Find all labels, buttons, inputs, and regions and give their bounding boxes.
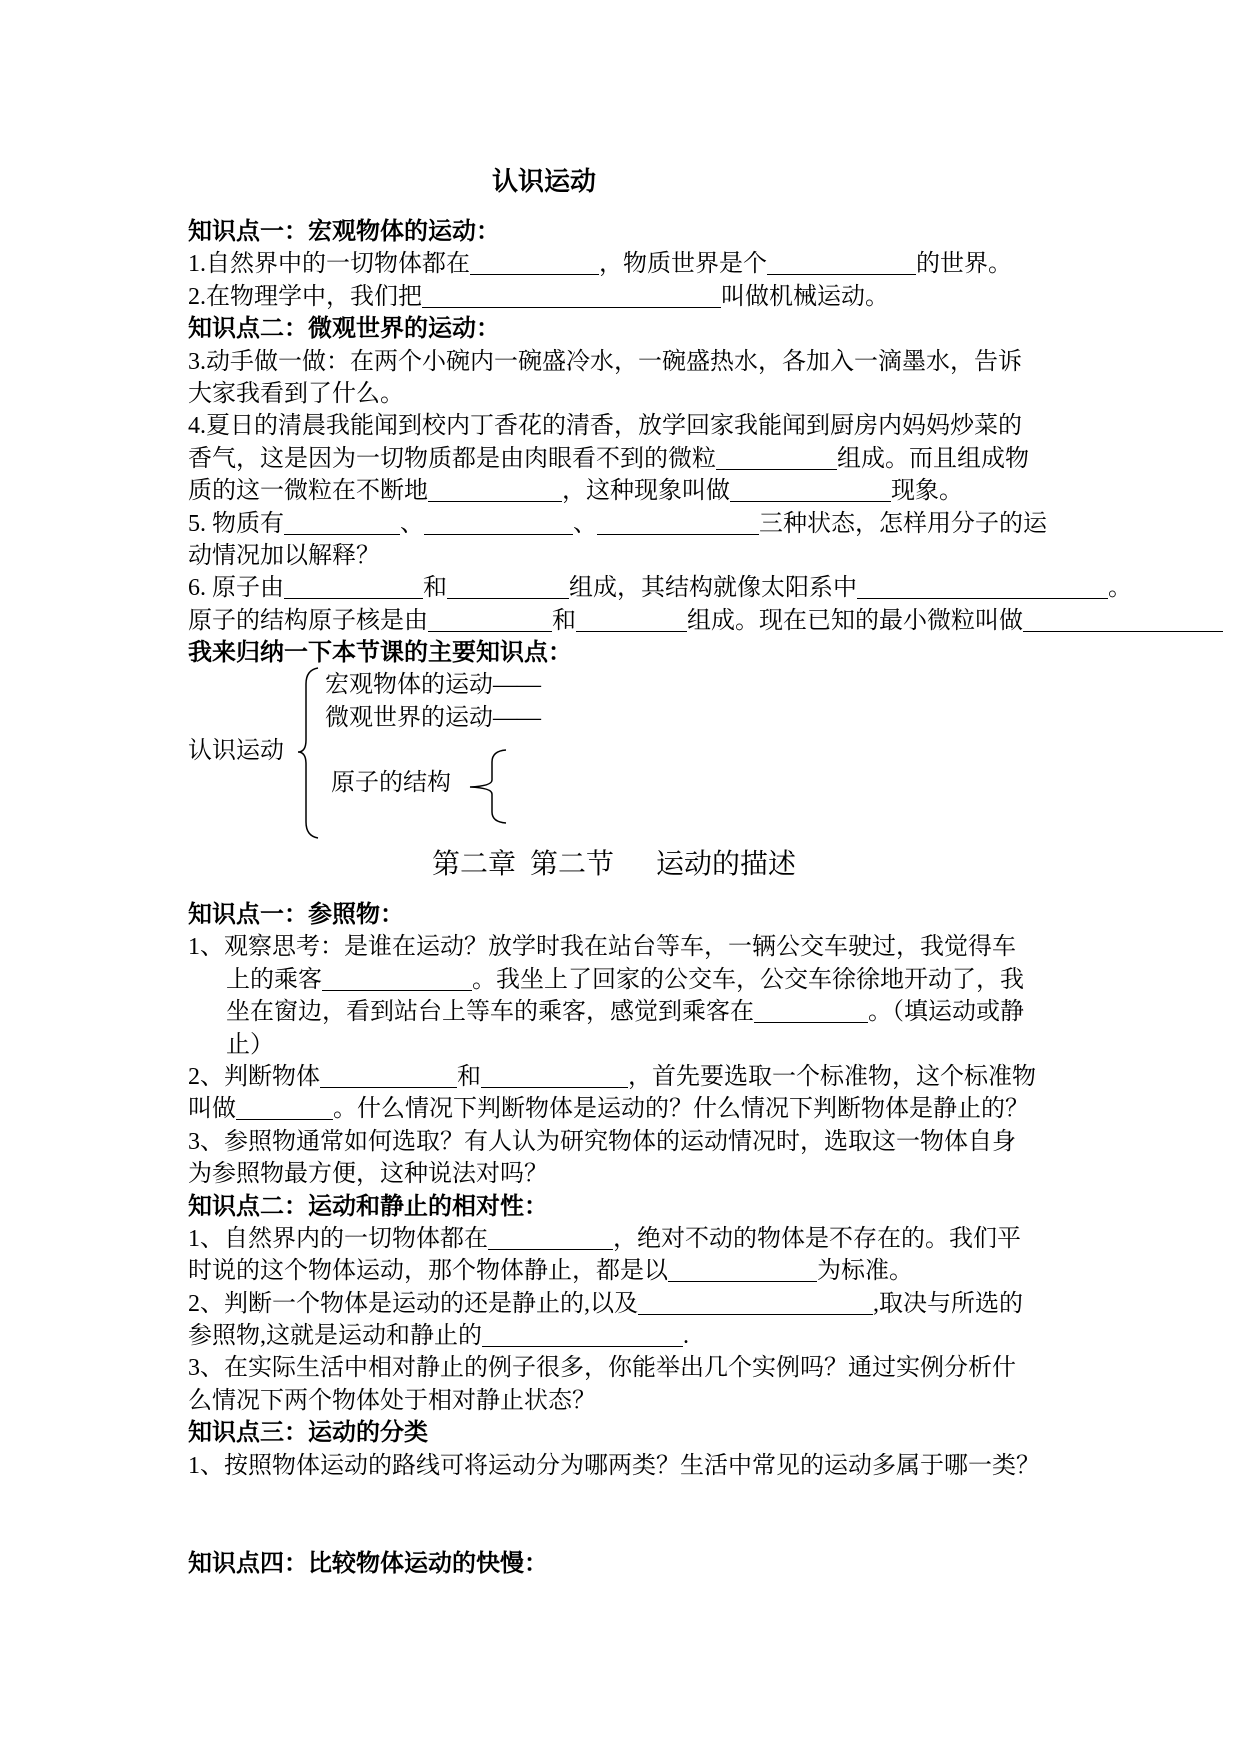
- fill-in-blank[interactable]: [576, 607, 687, 632]
- section-describing-motion: [188, 899, 1040, 1482]
- tree-sub-root: 原子的结构: [331, 770, 451, 796]
- fill-in-blank[interactable]: [482, 1322, 683, 1347]
- line-text: 。（填运动或静: [868, 999, 1024, 1026]
- line-text: 和: [552, 607, 576, 634]
- line-text: 1、自然界内的一切物体都在: [188, 1225, 488, 1252]
- line-text: ，物质世界是个: [599, 251, 767, 278]
- line-text: 组成。而且组成物: [837, 445, 1029, 472]
- question-line: [188, 540, 1223, 572]
- question-line: [188, 1288, 1040, 1320]
- line-text: 的世界。: [916, 251, 1012, 278]
- fill-in-blank[interactable]: [754, 998, 868, 1023]
- question-line: [188, 346, 1223, 378]
- question-line: [188, 378, 1223, 410]
- question-line: [188, 475, 1223, 507]
- line-text: 上的乘客: [226, 966, 322, 993]
- question-line: [188, 281, 1223, 313]
- question-line: [188, 508, 1223, 540]
- line-text: 现象。: [891, 478, 963, 505]
- question-line: [188, 248, 1223, 280]
- section-understanding-motion: [188, 216, 1223, 669]
- line-text: 。什么情况下判断物体是运动的？什么情况下判断物体是静止的？: [333, 1096, 1029, 1123]
- line-text: 、: [400, 510, 424, 537]
- section-heading: [188, 216, 1223, 248]
- question-line: [188, 1126, 1040, 1158]
- fill-in-blank[interactable]: [428, 607, 552, 632]
- line-text: 香气，这是因为一切物质都是由肉眼看不到的微粒: [188, 445, 716, 472]
- line-text: 和: [423, 575, 447, 602]
- section-heading: [188, 899, 1040, 931]
- line-text: 。: [1108, 575, 1132, 602]
- tree-item-micro: 微观世界的运动——: [325, 705, 541, 731]
- section-heading: [188, 1417, 1040, 1449]
- line-text: ，这种现象叫做: [562, 478, 730, 505]
- line-text: 叫做机械运动。: [721, 283, 889, 310]
- line-text: 知识点一：宏观物体的运动：: [188, 219, 500, 245]
- fill-in-blank[interactable]: [424, 510, 573, 535]
- line-text: 我来归纳一下本节课的主要知识点：: [188, 640, 572, 667]
- line-text: 知识点三：运动的分类: [188, 1420, 428, 1447]
- fill-in-blank[interactable]: [284, 510, 400, 535]
- line-text: 2、判断一个物体是运动的还是静止的,以及: [188, 1290, 638, 1317]
- line-text: 5. 物质有: [188, 510, 284, 537]
- question-line: [188, 1385, 1040, 1417]
- line-text: 时说的这个物体运动，那个物体静止，都是以: [188, 1258, 668, 1285]
- section-heading: [188, 637, 1223, 669]
- line-text: 三种状态，怎样用分子的运: [759, 510, 1047, 537]
- question-line: [188, 1352, 1040, 1384]
- fill-in-blank[interactable]: [638, 1290, 873, 1315]
- page-title: 认识运动: [492, 167, 597, 196]
- fill-in-blank[interactable]: [597, 510, 759, 535]
- fill-in-blank[interactable]: [668, 1257, 817, 1282]
- line-text: 1、按照物体运动的路线可将运动分为哪两类？生活中常见的运动多属于哪一类？: [188, 1452, 1040, 1479]
- line-text: 1.自然界中的一切物体都在: [188, 251, 470, 278]
- line-text: 止）: [226, 1031, 274, 1058]
- fill-in-blank[interactable]: [447, 574, 569, 599]
- line-text: 坐在窗边，看到站台上等车的乘客，感觉到乘客在: [226, 999, 754, 1026]
- question-line: [188, 1450, 1040, 1482]
- question-line: [188, 1093, 1040, 1125]
- fill-in-blank[interactable]: [470, 250, 599, 275]
- fill-in-blank[interactable]: [322, 966, 472, 991]
- fill-in-blank[interactable]: [320, 1063, 457, 1088]
- line-text: 、: [573, 510, 597, 537]
- heading-compare-speed: 知识点四：比较物体运动的快慢：: [188, 1551, 548, 1577]
- line-text: 么情况下两个物体处于相对静止状态？: [188, 1387, 596, 1414]
- question-line: [188, 1320, 1040, 1352]
- line-text: ，首先要选取一个标准物，这个标准物: [628, 1063, 1036, 1090]
- line-text: 3、在实际生活中相对静止的例子很多，你能举出几个实例吗？通过实例分析什: [188, 1355, 1016, 1382]
- fill-in-blank[interactable]: [767, 250, 916, 275]
- line-text: 4.夏日的清晨我能闻到校内丁香花的清香，放学回家我能闻到厨房内妈妈炒菜的: [188, 413, 1022, 440]
- question-line: [188, 996, 1040, 1028]
- question-line: [188, 1223, 1040, 1255]
- question-line: [188, 931, 1040, 963]
- question-line: [188, 1158, 1040, 1190]
- fill-in-blank[interactable]: [857, 574, 1108, 599]
- fill-in-blank[interactable]: [236, 1095, 333, 1120]
- line-text: 组成，其结构就像太阳系中: [569, 575, 857, 602]
- fill-in-blank[interactable]: [730, 477, 891, 502]
- line-text: 大家我看到了什么。: [188, 380, 404, 407]
- question-line: [188, 1255, 1040, 1287]
- question-line: [188, 443, 1223, 475]
- line-text: ,取决与所选的: [873, 1290, 1023, 1317]
- section-heading: [188, 1191, 1040, 1223]
- question-line: [188, 1061, 1040, 1093]
- chapter-title: 第二章 第二节 运动的描述: [432, 849, 797, 880]
- line-text: 2、判断物体: [188, 1063, 320, 1090]
- line-text: 动情况加以解释？: [188, 542, 380, 569]
- line-text: 为参照物最方便，这种说法对吗？: [188, 1161, 548, 1188]
- question-line: [188, 1029, 1040, 1061]
- line-text: 知识点二：运动和静止的相对性：: [188, 1193, 548, 1220]
- question-line: [188, 605, 1223, 637]
- fill-in-blank[interactable]: [284, 574, 423, 599]
- line-text: 。我坐上了回家的公交车，公交车徐徐地开动了，我: [472, 966, 1024, 993]
- tree-root: 认识运动: [188, 738, 284, 764]
- line-text: 和: [457, 1063, 481, 1090]
- line-text: 知识点一：参照物：: [188, 902, 404, 928]
- small-brace-icon: [0, 0, 1, 1]
- fill-in-blank[interactable]: [488, 1225, 613, 1250]
- fill-in-blank[interactable]: [716, 445, 837, 470]
- line-text: 3、参照物通常如何选取？有人认为研究物体的运动情况时，选取这一物体自身: [188, 1128, 1016, 1155]
- fill-in-blank[interactable]: [428, 477, 562, 502]
- line-text: .: [683, 1323, 689, 1350]
- line-text: 参照物,这就是运动和静止的: [188, 1323, 482, 1350]
- line-text: 质的这一微粒在不断地: [188, 478, 428, 505]
- line-text: 1、观察思考：是谁在运动？放学时我在站台等车，一辆公交车驶过，我觉得车: [188, 934, 1016, 961]
- tree-item-macro: 宏观物体的运动——: [325, 672, 541, 698]
- line-text: 2.在物理学中，我们把: [188, 283, 422, 310]
- line-text: 知识点二：微观世界的运动：: [188, 316, 500, 343]
- line-text: 组成。现在已知的最小微粒叫做: [687, 607, 1023, 634]
- line-text: ，绝对不动的物体是不存在的。我们平: [613, 1225, 1021, 1252]
- question-line: [188, 572, 1223, 604]
- section-heading: [188, 313, 1223, 345]
- line-text: 6. 原子由: [188, 575, 284, 602]
- line-text: 3.动手做一做：在两个小碗内一碗盛冷水，一碗盛热水，各加入一滴墨水，告诉: [188, 348, 1022, 375]
- question-line: [188, 964, 1040, 996]
- question-line: [188, 410, 1223, 442]
- fill-in-blank[interactable]: [1023, 607, 1223, 632]
- fill-in-blank[interactable]: [422, 283, 721, 308]
- fill-in-blank[interactable]: [481, 1063, 628, 1088]
- line-text: 原子的结构原子核是由: [188, 607, 428, 634]
- line-text: 叫做: [188, 1096, 236, 1123]
- line-text: 为标准。: [817, 1258, 913, 1285]
